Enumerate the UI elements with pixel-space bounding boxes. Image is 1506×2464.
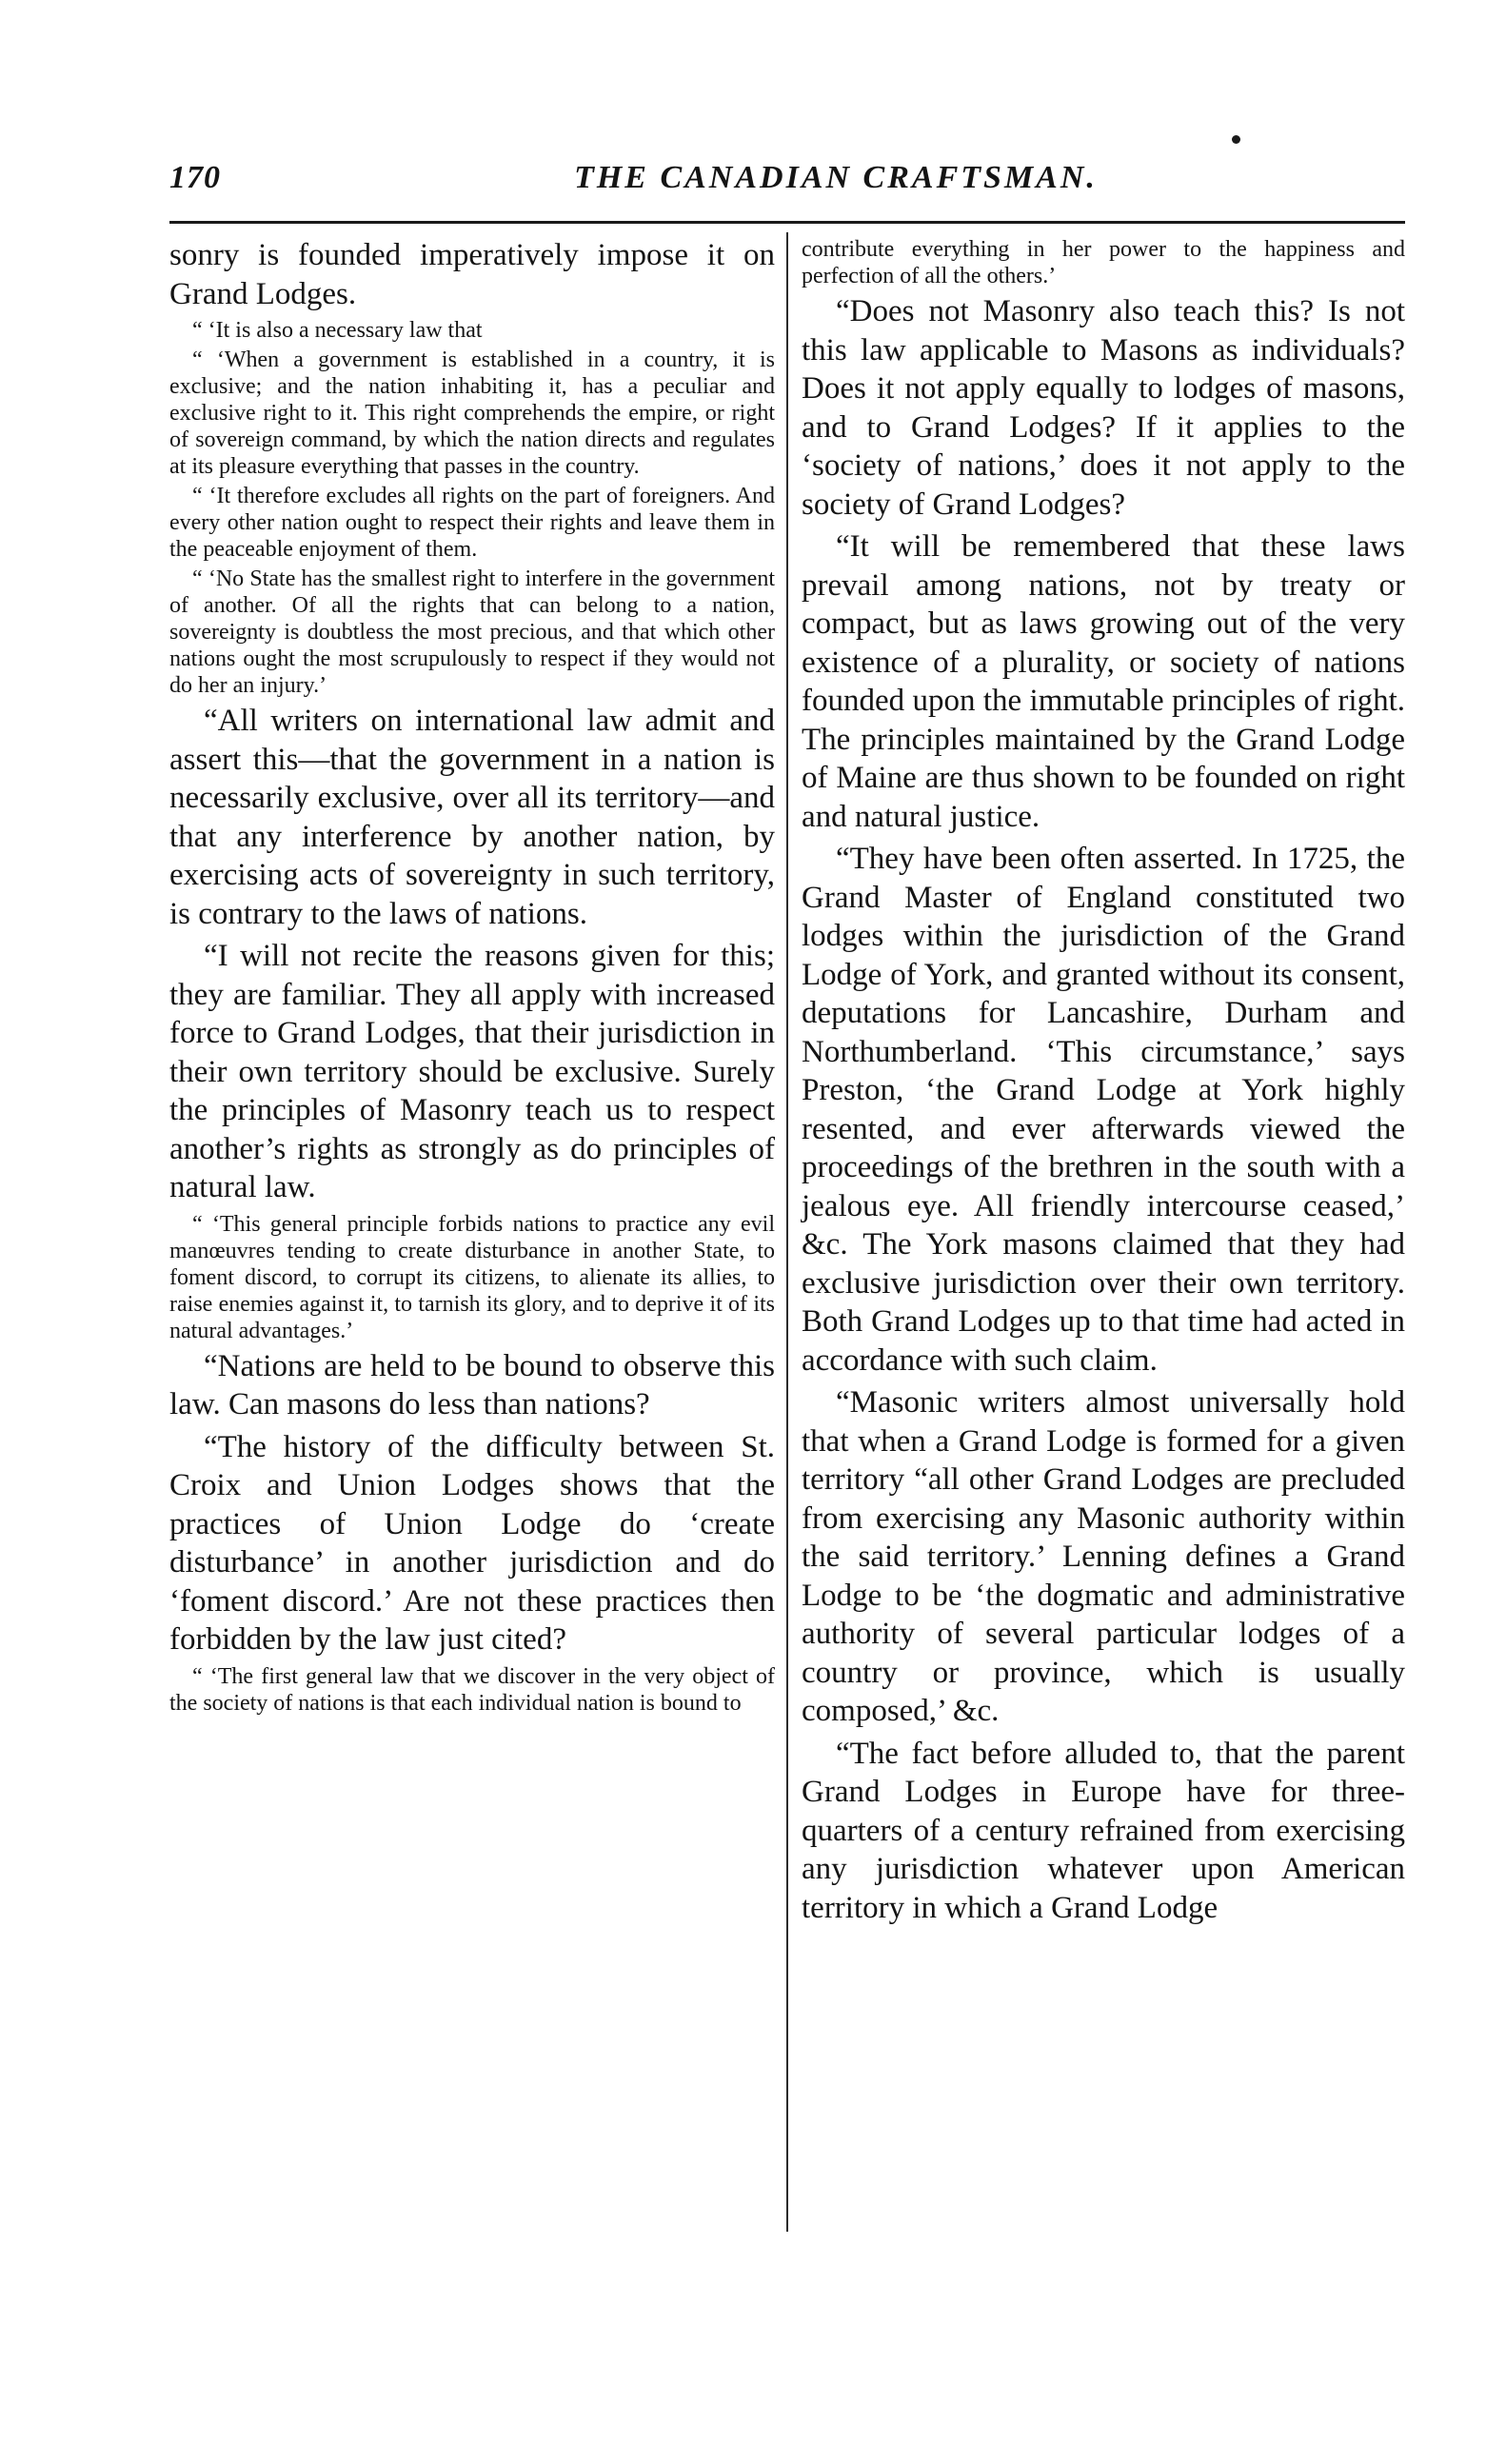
body-paragraph: “Nations are held to be bound to observe this law. Can masons do less than nations? [169,1348,775,1421]
page-number: 170 [169,160,221,195]
page-header [169,154,1405,211]
quoted-paragraph: “ ‘When a government is established in a country, it is exclusive; and the nation inhabiting it, has a peculiar and exclusive right to it. This right comprehends the empire, or right of sovereign command, by which the nation directs and regulates at its pleasure everything that passes in the country. [169,348,775,479]
quoted-paragraph: “ ‘It is also a necessary law that [192,318,483,343]
left-column [169,236,775,1719]
quoted-paragraph: “ ‘No State has the smallest right to interfere in the government of another. Of all the rights that can belong to a nation, sovereignty is doubtless the most precious, and that which other nations ought the most scrupulously to respect if they would not do her an injury.’ [169,566,775,698]
quoted-paragraph: “ ‘The first general law that we discover in the very object of the society of nations is that each individual nation is bound to [169,1663,775,1716]
body-paragraph: “All writers on international law admit and assert this—that the government in a nation is necessarily exclusive, over all its territory—and that any interference by another nation, by exercising acts of sovereignty in such territory, is contrary to the laws of nations. [169,704,775,931]
header-rule [169,221,1405,224]
body-paragraph: “The fact before alluded to, that the parent Grand Lodges in Europe have for three-quarters of a century refrained from exercising any jurisdiction whatever upon American territory in which a Grand Lodge [802,1736,1405,1925]
ink-speck [1232,135,1240,144]
body-paragraph: “It will be remembered that these laws prevail among nations, not by treaty or compact, but as laws growing out of the very existence of a plurality, or society of nations founded upon the immutable principles of right. The principles maintained by the Grand Lodge of Maine are thus shown to be founded on right and natural justice. [802,529,1405,834]
column-divider [786,232,788,2232]
quoted-paragraph: contribute everything in her power to the happiness and perfection of all the others.’ [802,237,1405,288]
body-paragraph: “Does not Masonry also teach this? Is not this law applicable to Masons as individuals? Does it not apply equally to lodges of masons, and to Grand Lodges? If it applies to the ‘society of nations,’ does it not apply to the society of Grand Lodges? [802,294,1405,522]
quoted-paragraph: “ ‘This general principle forbids nations to practice any evil manœuvres tending to create disturbance in another State, to foment discord, to corrupt its citizens, to alienate its allies, to raise enemies against it, to tarnish its glory, and to deprive it of its natural advantages.’ [169,1211,775,1343]
body-paragraph: sonry is founded imperatively impose it on Grand Lodges. [169,238,775,311]
body-paragraph: “The history of the difficulty between St. Croix and Union Lodges shows that the practices of Union Lodge do ‘create disturbance’ in another jurisdiction and do ‘foment discord.’ Are not these practices then forbidden by the law just cited? [169,1429,775,1657]
body-paragraph: “They have been often asserted. In 1725, the Grand Master of England constituted two lodges within the jurisdiction of the Grand Lodge of York, and granted without its consent, deputations for Lancashire, Durham and Northumberland. ‘This circumstance,’ says Preston, ‘the Grand Lodge at York highly resented, and ever afterwards viewed the proceedings of the brethren in the south with a jealous eye. All friendly intercourse ceased,’ &c. The York masons claimed that they had exclusive jurisdiction over their own territory. Both Grand Lodges up to that time had acted in accordance with such claim. [802,842,1405,1378]
body-paragraph: “I will not recite the reasons given for this; they are familiar. They all apply with increased force to Grand Lodges, that their jurisdiction in their own territory should be exclusive. Surely the principles of Masonry teach us to respect another’s rights as strongly as do principles of natural law. [169,939,775,1204]
quoted-paragraph: “ ‘It therefore excludes all rights on the part of foreigners. And every other nation ought to respect their rights and leave them in the peaceable enjoyment of them. [169,484,775,562]
right-column [802,236,1405,1931]
running-title: THE CANADIAN CRAFTSMAN. [574,160,1098,195]
body-paragraph: “Masonic writers almost universally hold that when a Grand Lodge is formed for a given territory “all other Grand Lodges are precluded from exercising any Masonic authority within the said territory.’ Lenning defines a Grand Lodge to be ‘the dogmatic and administrative authority of several particular lodges of a country or province, which is usually composed,’ &c. [802,1385,1405,1728]
